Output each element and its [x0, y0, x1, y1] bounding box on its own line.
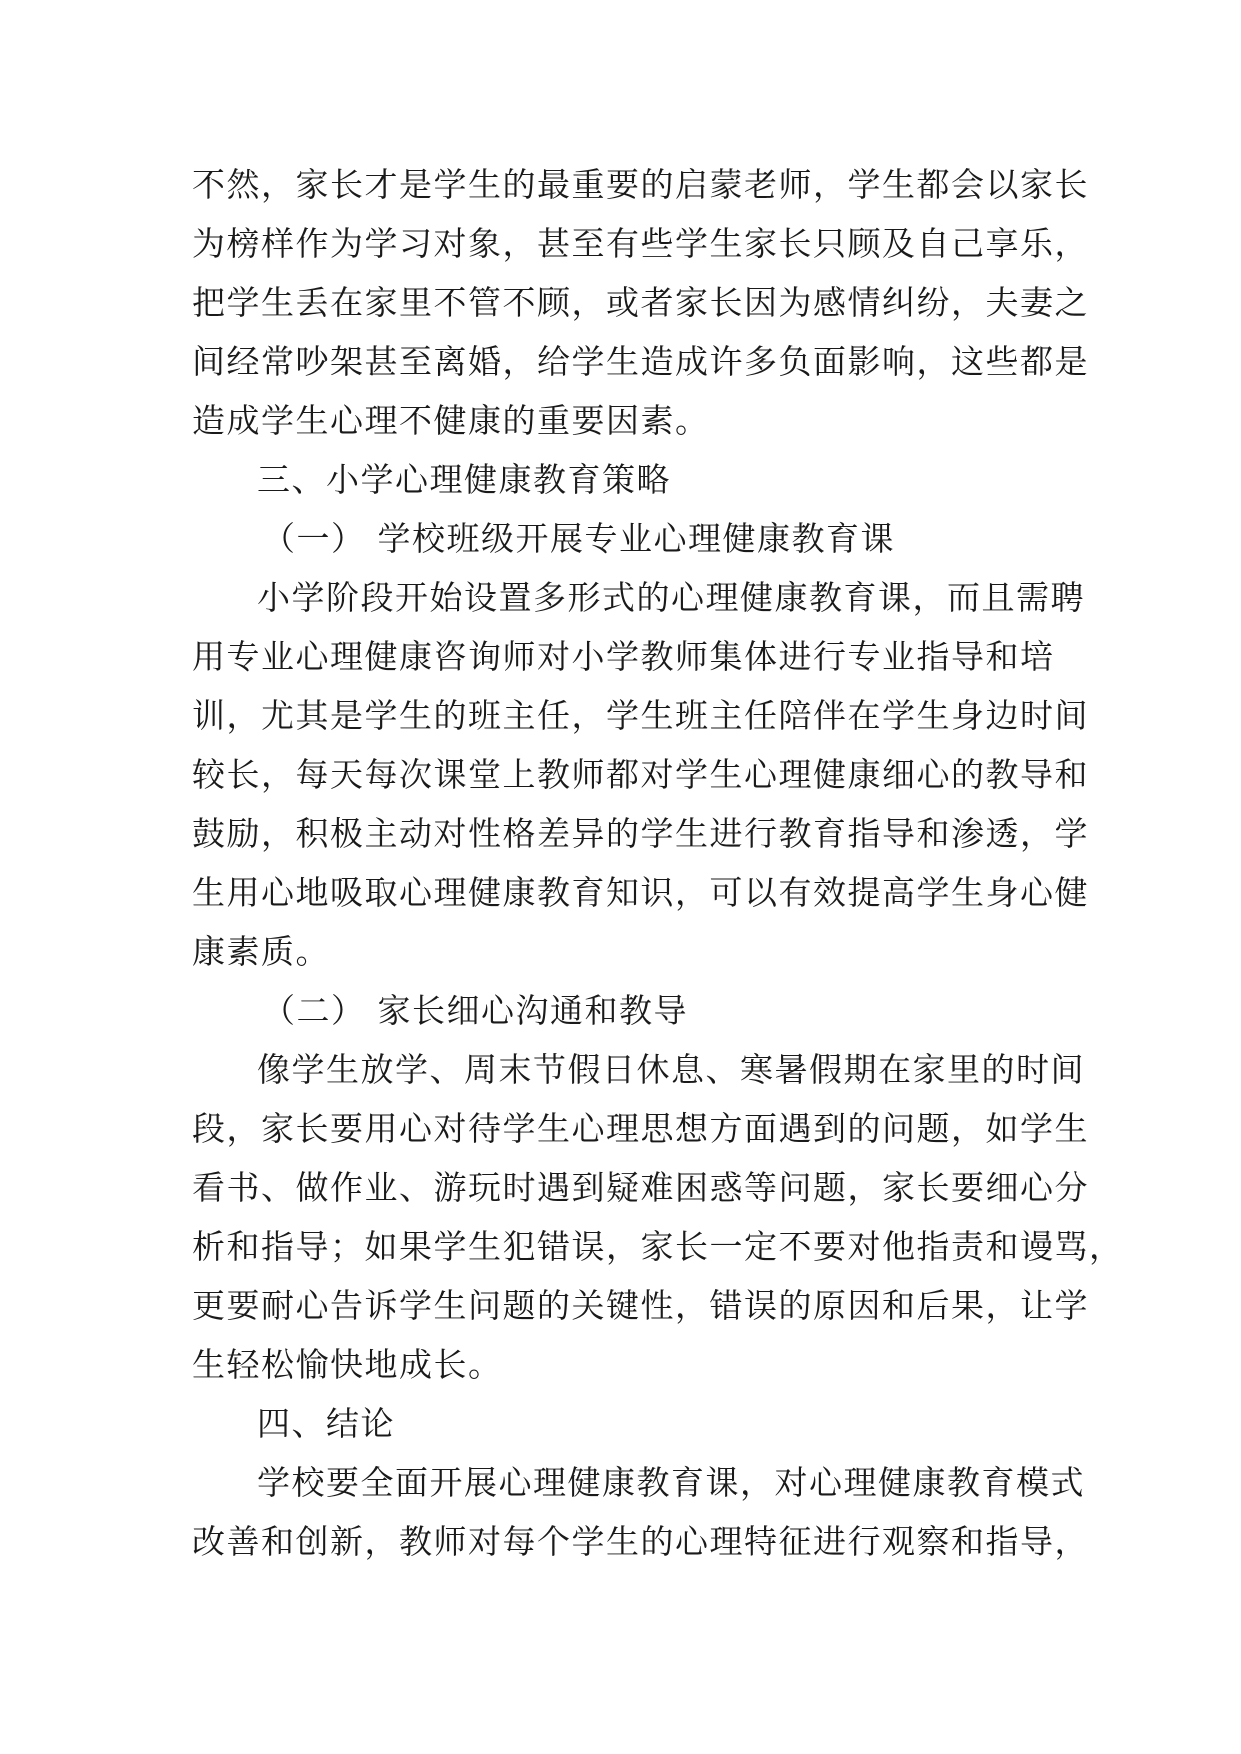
text-line: 鼓励，积极主动对性格差异的学生进行教育指导和渗透，学	[192, 814, 1089, 853]
text-line: 生用心地吸取心理健康教育知识，可以有效提高学生身心健	[192, 873, 1089, 912]
subsection-heading: （一） 学校班级开展专业心理健康教育课	[262, 519, 895, 558]
text-line: 把学生丢在家里不管不顾，或者家长因为感情纠纷，夫妻之	[192, 283, 1089, 322]
text-line: 段，家长要用心对待学生心理思想方面遇到的问题，如学生	[192, 1109, 1089, 1148]
text-line: 间经常吵架甚至离婚，给学生造成许多负面影响，这些都是	[192, 342, 1089, 381]
text-line: 改善和创新，教师对每个学生的心理特征进行观察和指导，	[192, 1522, 1089, 1561]
section-heading: 三、小学心理健康教育策略	[257, 460, 671, 499]
text-line: 像学生放学、周末节假日休息、寒暑假期在家里的时间	[257, 1050, 1085, 1089]
text-line: 看书、做作业、游玩时遇到疑难困惑等问题，家长要细心分	[192, 1168, 1089, 1207]
text-line: 生轻松愉快地成长。	[192, 1345, 503, 1384]
subsection-heading: （二） 家长细心沟通和教导	[262, 991, 688, 1030]
text-line: 用专业心理健康咨询师对小学教师集体进行专业指导和培	[192, 637, 1055, 676]
section-heading: 四、结论	[257, 1404, 395, 1443]
text-line: 不然，家长才是学生的最重要的启蒙老师，学生都会以家长	[192, 165, 1089, 204]
text-line: 训，尤其是学生的班主任，学生班主任陪伴在学生身边时间	[192, 696, 1089, 735]
text-line: 学校要全面开展心理健康教育课，对心理健康教育模式	[257, 1463, 1085, 1502]
text-line: 为榜样作为学习对象，甚至有些学生家长只顾及自己享乐，	[192, 224, 1089, 263]
text-line: 小学阶段开始设置多形式的心理健康教育课，而且需聘	[257, 578, 1085, 617]
text-line: 康素质。	[192, 932, 330, 971]
text-line: 更要耐心告诉学生问题的关键性，错误的原因和后果，让学	[192, 1286, 1089, 1325]
text-line: 析和指导；如果学生犯错误，家长一定不要对他指责和谩骂，	[192, 1227, 1124, 1266]
text-line: 造成学生心理不健康的重要因素。	[192, 401, 710, 440]
text-line: 较长，每天每次课堂上教师都对学生心理健康细心的教导和	[192, 755, 1089, 794]
